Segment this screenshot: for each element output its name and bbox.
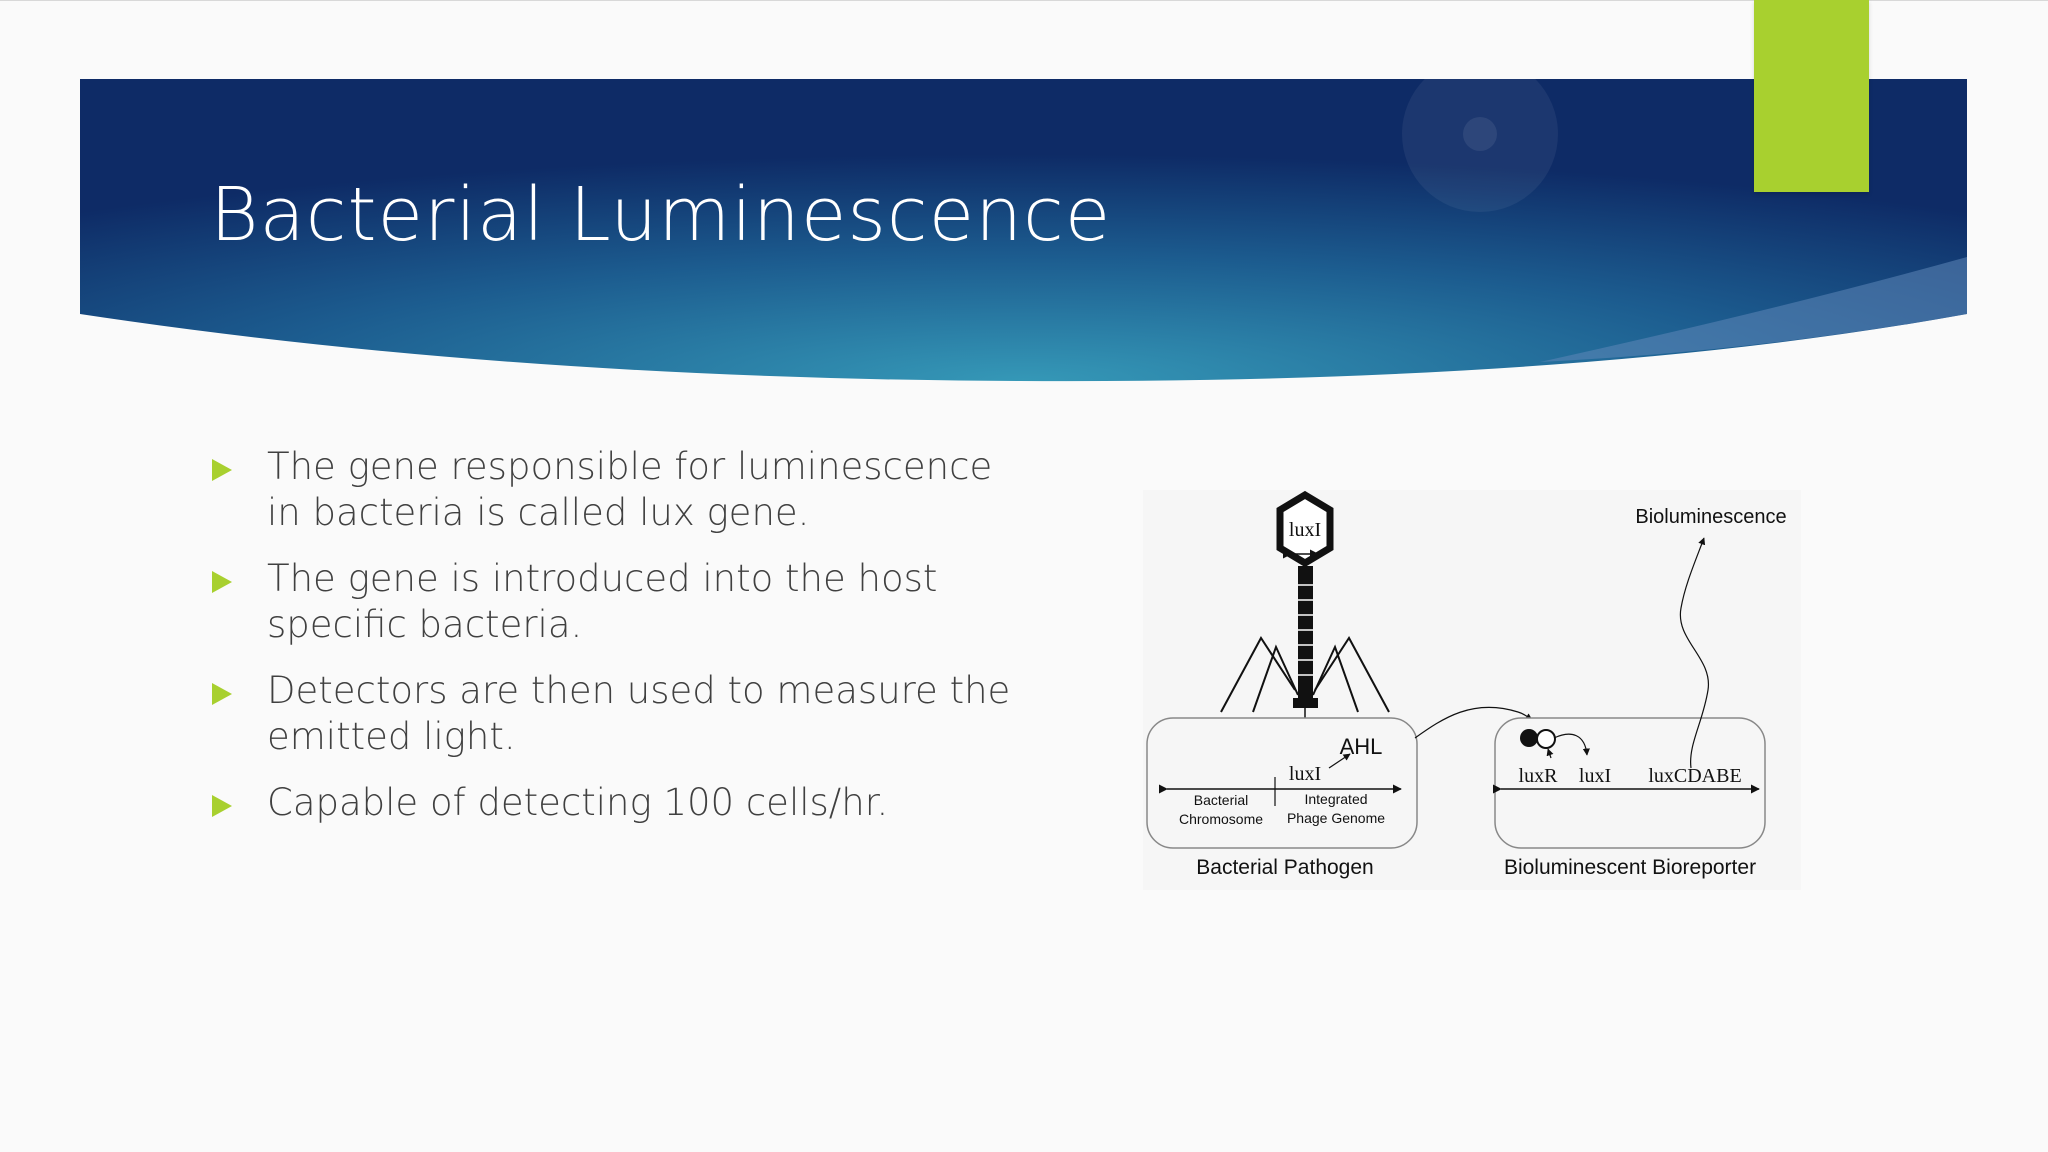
luxr-protein-icon (1520, 729, 1538, 747)
bullet-text: The gene is introduced into the host specific bacteria. (267, 557, 938, 646)
integrated-phage-label: Integrated (1304, 791, 1368, 807)
bullet-item (212, 668, 1032, 760)
triangle-bullet-icon (212, 683, 232, 705)
bioluminescence-label: Bioluminescence (1635, 506, 1787, 528)
pathogen-gene-label: luxI (1288, 763, 1322, 785)
bacterial-chromosome-label: Chromosome (1178, 811, 1264, 827)
triangle-bullet-icon (212, 571, 232, 593)
integrated-phage-label: Phage Genome (1286, 810, 1386, 826)
ahl-molecule-icon (1537, 730, 1555, 748)
reporter-gene-luxi: luxI (1578, 765, 1612, 787)
bullet-item (212, 780, 1032, 826)
ahl-label: AHL (1339, 734, 1383, 759)
bullet-text: The gene responsible for luminescence in bacteria is called lux gene. (267, 445, 993, 534)
bullet-list (212, 444, 1032, 846)
slide-title: Bacterial Luminescence (210, 172, 1112, 258)
bullet-text: Capable of detecting 100 cells/hr. (267, 781, 889, 824)
reporter-gene-luxcdabe: luxCDABE (1648, 765, 1742, 787)
bacterial-chromosome-label: Bacterial (1193, 792, 1249, 808)
bullet-text: Detectors are then used to measure the emitted light. (267, 669, 1011, 758)
top-border-line (0, 0, 2048, 1)
triangle-bullet-icon (212, 459, 232, 481)
bullet-item (212, 444, 1032, 536)
phage-gene-label: luxI (1288, 519, 1322, 541)
reporter-gene-luxr: luxR (1518, 765, 1558, 787)
bullet-item (212, 556, 1032, 648)
pathogen-caption: Bacterial Pathogen (1196, 856, 1374, 879)
reporter-caption: Bioluminescent Bioreporter (1503, 856, 1757, 879)
accent-tab (1754, 0, 1869, 192)
triangle-bullet-icon (212, 795, 232, 817)
lux-bioreporter-diagram (1143, 490, 1801, 890)
